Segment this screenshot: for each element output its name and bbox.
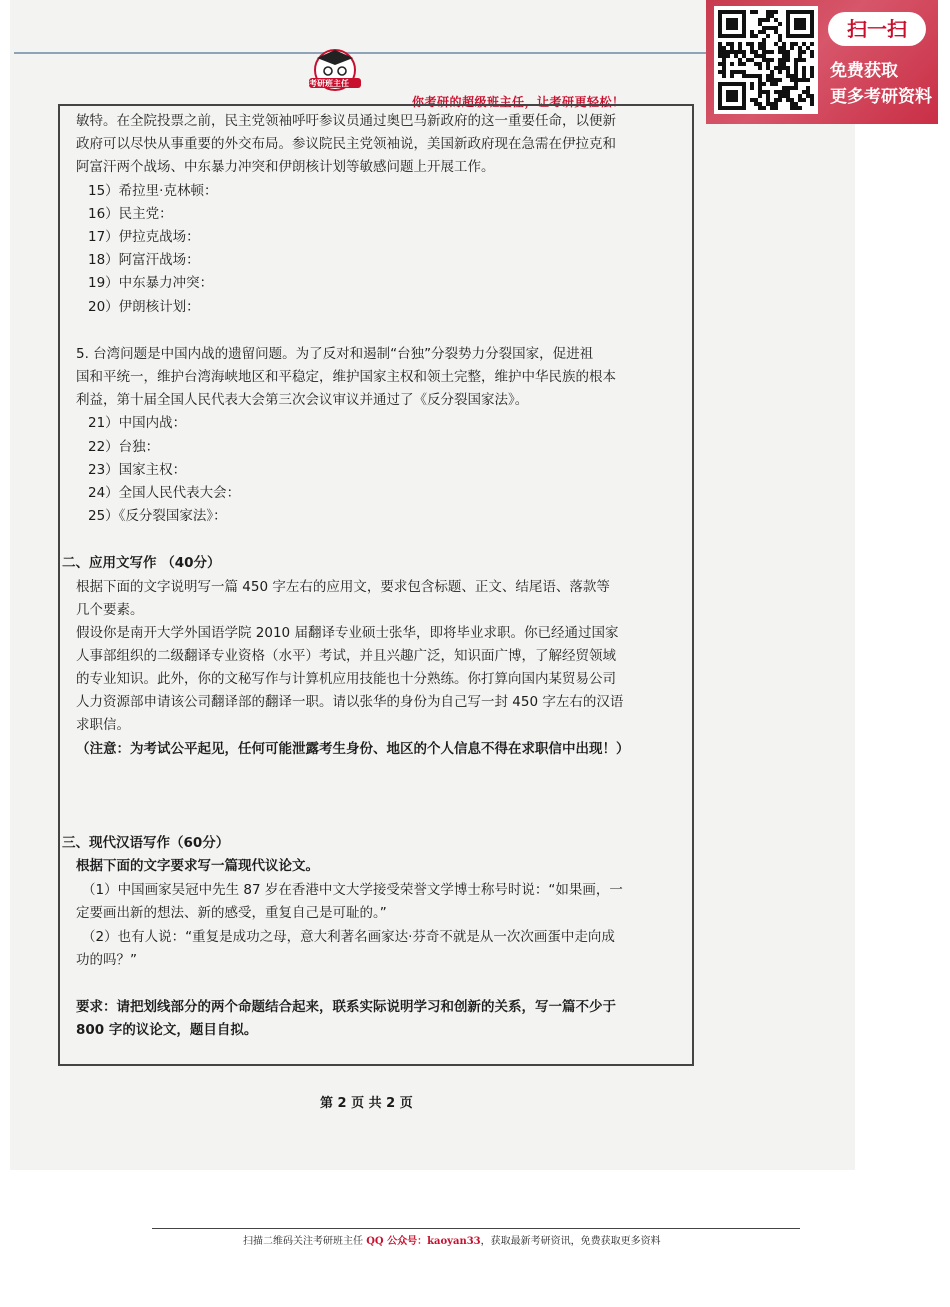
paragraph-5-line-2: 国和平统一，维护台湾海峡地区和平稳定，维护国家主权和领土完整，维护中华民族的根本 bbox=[76, 369, 616, 385]
section-2-line: 几个要素。 bbox=[76, 602, 144, 618]
page-number: 第 2 页 共 2 页 bbox=[320, 1096, 413, 1111]
section-2-note: （注意：为考试公平起见，任何可能泄露考生身份、地区的个人信息不得在求职信中出现！） bbox=[76, 741, 630, 757]
term-item: 21）中国内战： bbox=[88, 415, 187, 431]
paragraph-5-line-3: 利益，第十届全国人民代表大会第三次会议审议并通过了《反分裂国家法》。 bbox=[76, 392, 529, 408]
section-3-title: 三、现代汉语写作（60分） bbox=[62, 835, 230, 851]
paragraph-5-line-1: 5. 台湾问题是中国内战的遗留问题。为了反对和遏制“台独”分裂势力分裂国家，促进祖 bbox=[76, 346, 594, 362]
term-item: 25）《反分裂国家法》： bbox=[88, 508, 227, 524]
term-item: 16）民主党： bbox=[88, 206, 173, 222]
section-2-title: 二、应用文写作 （40分） bbox=[62, 555, 221, 571]
footer-rule bbox=[152, 1228, 800, 1229]
term-item: 19）中东暴力冲突： bbox=[88, 275, 214, 291]
paragraph-4-line-2: 政府可以尽快从事重要的外交布局。参议院民主党领袖说，美国新政府现在急需在伊拉克和 bbox=[76, 136, 616, 152]
term-item: 18）阿富汗战场： bbox=[88, 252, 200, 268]
section-3-line: 功的吗？” bbox=[76, 952, 137, 968]
term-item: 15）希拉里·克林顿： bbox=[88, 183, 218, 199]
section-2-line: 人事部组织的二级翻译专业资格（水平）考试，并且兴趣广泛，知识面广博，了解经贸领域 bbox=[76, 648, 616, 664]
section-3-line: （1）中国画家吴冠中先生 87 岁在香港中文大学接受荣誉文学博士称号时说：“如果画，一 bbox=[82, 882, 623, 898]
footer-note-post: ，获取最新考研资讯，免费获取更多资料 bbox=[480, 1236, 661, 1247]
section-2-line: 假设你是南开大学外国语学院 2010 届翻译专业硕士张华，即将毕业求职。你已经通过国家 bbox=[76, 625, 619, 641]
section-3-requirement: 要求：请把划线部分的两个命题结合起来，联系实际说明学习和创新的关系，写一篇不少于 bbox=[76, 999, 616, 1015]
banner-line-2: 更多考研资料 bbox=[830, 87, 932, 107]
qr-code[interactable] bbox=[714, 6, 818, 114]
section-3-line: （2）也有人说：“重复是成功之母，意大利著名画家达·芬奇不就是从一次次画蛋中走向成 bbox=[82, 929, 615, 945]
paragraph-4-line-3: 阿富汗两个战场、中东暴力冲突和伊朗核计划等敏感问题上开展工作。 bbox=[76, 159, 495, 175]
footer-note bbox=[243, 1232, 661, 1247]
header-slogan: 你考研的超级班主任，让考研更轻松！ bbox=[412, 95, 625, 109]
footer-note-pre: 扫描二维码关注考研班主任 bbox=[243, 1236, 367, 1247]
term-item: 20）伊朗核计划： bbox=[88, 299, 200, 315]
section-3-requirement: 800 字的议论文，题目自拟。 bbox=[76, 1022, 258, 1038]
paragraph-4-line-1: 敏特。在全院投票之前，民主党领袖呼吁参议员通过奥巴马新政府的这一重要任命，以便新 bbox=[76, 113, 616, 129]
section-3-line: 根据下面的文字要求写一篇现代议论文。 bbox=[76, 858, 319, 874]
section-2-line: 的专业知识。此外，你的文秘写作与计算机应用技能也十分熟练。你打算向国内某贸易公司 bbox=[76, 671, 616, 687]
term-item: 24）全国人民代表大会： bbox=[88, 485, 241, 501]
scan-label: 扫一扫 bbox=[828, 12, 926, 46]
section-2-line: 求职信。 bbox=[76, 717, 130, 733]
term-item: 23）国家主权： bbox=[88, 462, 187, 478]
section-2-line: 人力资源部申请该公司翻译部的翻译一职。请以张华的身份为自己写一封 450 字左右的汉语 bbox=[76, 694, 624, 710]
term-item: 22）台独： bbox=[88, 439, 160, 455]
term-item: 17）伊拉克战场： bbox=[88, 229, 200, 245]
logo-text: 考研班主任 bbox=[309, 79, 349, 88]
section-2-line: 根据下面的文字说明写一篇 450 字左右的应用文，要求包含标题、正文、结尾语、落款等 bbox=[76, 579, 610, 595]
section-3-line: 定要画出新的想法、新的感受，重复自己是可耻的。” bbox=[76, 905, 387, 921]
qr-banner[interactable] bbox=[706, 0, 938, 124]
banner-line-1: 免费获取 bbox=[830, 61, 898, 81]
footer-note-qq: QQ 公众号：kaoyan33 bbox=[366, 1236, 481, 1247]
